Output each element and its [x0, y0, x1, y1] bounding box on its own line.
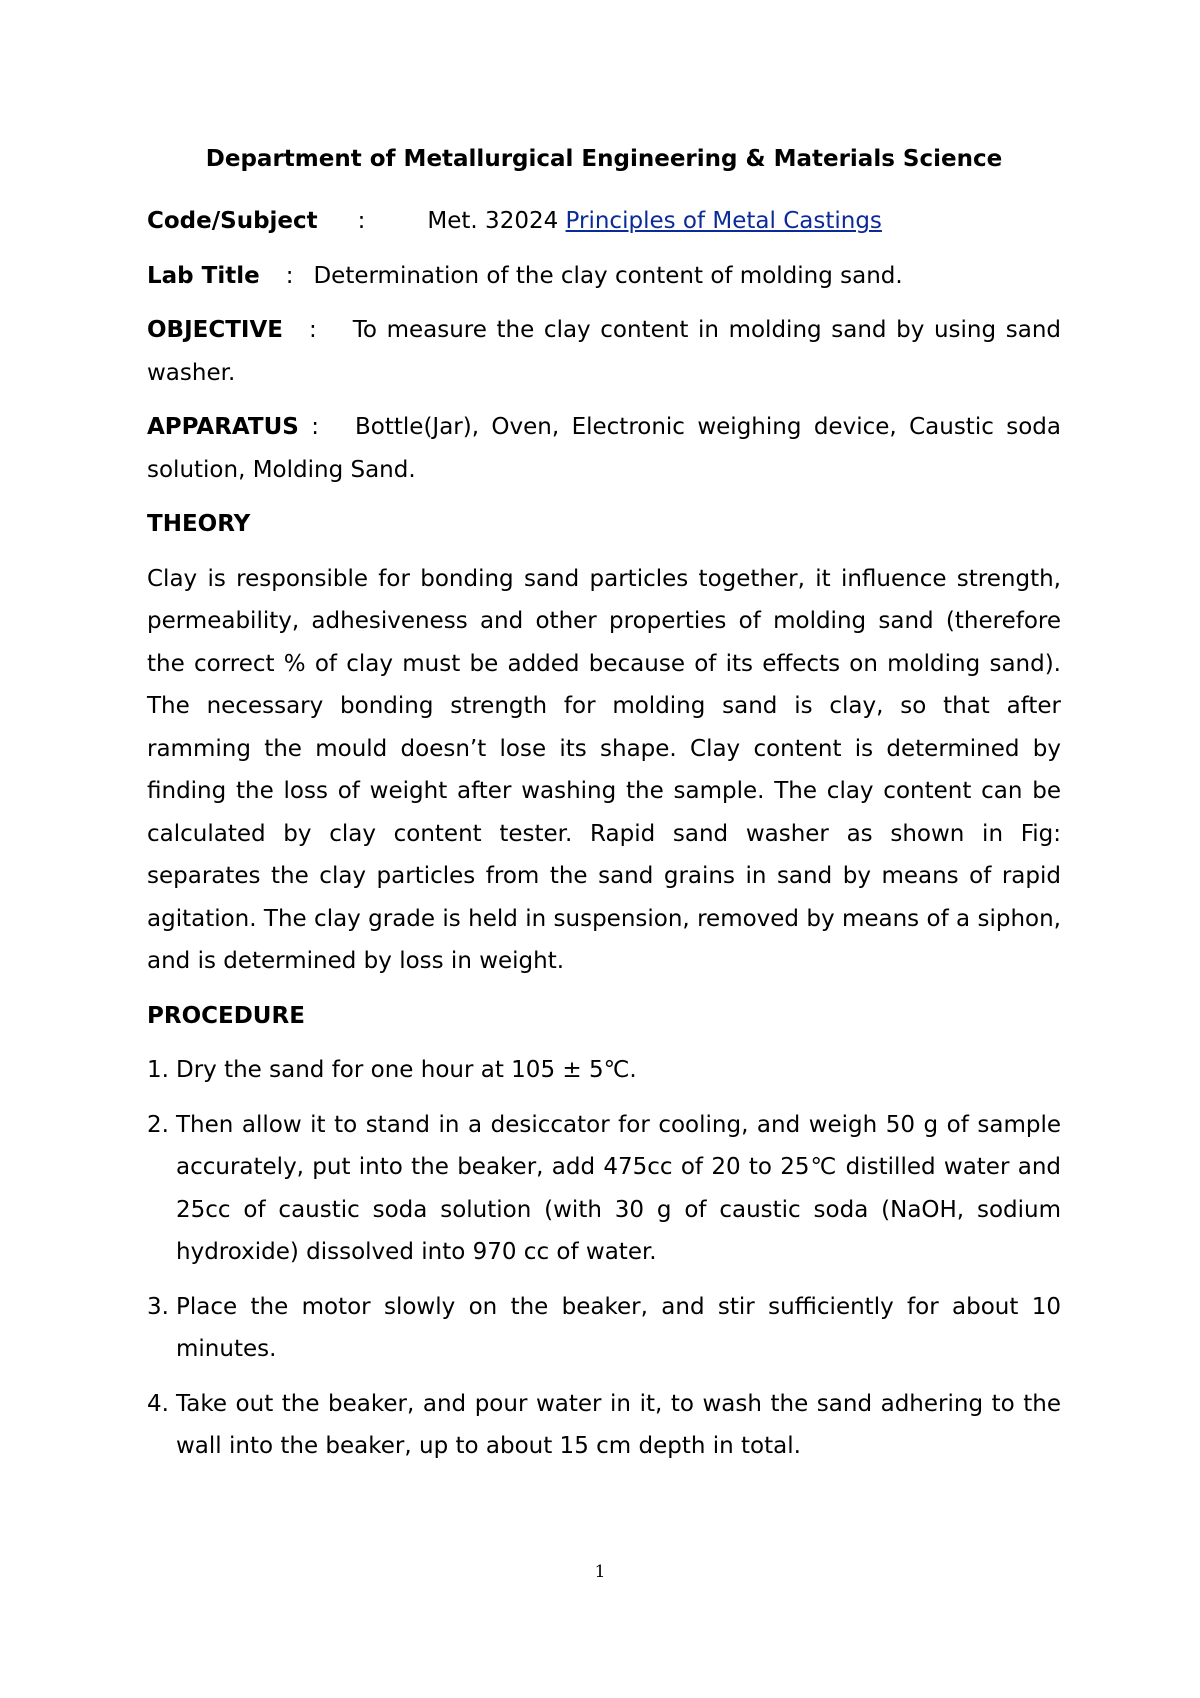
lab-title-label: Lab Title — [147, 262, 260, 289]
procedure-step — [147, 1104, 1061, 1274]
procedure-step — [147, 1286, 1061, 1371]
procedure-step — [147, 1383, 1061, 1468]
code-subject-line — [147, 200, 1061, 243]
apparatus-paragraph — [147, 406, 1061, 491]
code-subject-separator: : — [357, 208, 366, 234]
procedure-list — [147, 1049, 1061, 1468]
theory-title: THEORY — [147, 511, 251, 537]
step-number: 4. — [147, 1390, 169, 1417]
apparatus-separator: : — [311, 414, 320, 440]
procedure-step — [147, 1049, 1061, 1092]
step-number: 2. — [147, 1111, 169, 1138]
code-subject-label: Code/Subject — [147, 208, 318, 234]
step-number: 1. — [147, 1057, 169, 1083]
lab-title-value: Determination of the clay content of molding sand. — [313, 262, 903, 289]
lab-title-separator: : — [285, 262, 294, 289]
step-text: Place the motor slowly on the beaker, and stir sufficiently for about 10 minutes. — [176, 1293, 1061, 1362]
objective-paragraph — [147, 309, 1061, 394]
step-text: Dry the sand for one hour at 105 ± 5℃. — [176, 1057, 637, 1083]
theory-body: Clay is responsible for bonding sand particles together, it influence strength, permeability, adhesiveness and other properties of molding sand (therefore the correct % of clay must be added because of its effects on molding sand). The necessary bonding strength for molding sand is clay, so that after ramming the mould doesn’t lose its shape. Clay content is determined by finding the loss of weight after washing the sample. The clay content can be calculated by clay content tester. Rapid sand washer as shown in Fig: separates the clay particles from the sand grains in sand by means of rapid agitation. The clay grade is held in suspension, removed by means of a siphon, and is determined by loss in weight. — [147, 565, 1061, 974]
procedure-title: PROCEDURE — [147, 1002, 305, 1029]
step-number: 3. — [147, 1293, 169, 1320]
objective-separator: : — [309, 317, 317, 343]
step-text: Then allow it to stand in a desiccator for cooling, and weigh 50 g of sample accurately, put into the beaker, add 475cc of 20 to 25℃ distilled water and 25cc of caustic soda solution (with 30 g of caustic soda (NaOH, sodium hydroxide) dissolved into 970 cc of water. — [176, 1111, 1061, 1265]
apparatus-value: Bottle(Jar), Oven, Electronic weighing device, Caustic soda solution, Molding Sand. — [147, 414, 1062, 483]
subject-code: Met. 32024 — [427, 208, 559, 234]
lab-title-line — [147, 255, 1061, 298]
page-number: 1 — [594, 1562, 606, 1582]
apparatus-label: APPARATUS — [147, 414, 299, 440]
subject-link[interactable]: Principles of Metal Castings — [565, 208, 882, 234]
step-text: Take out the beaker, and pour water in it, to wash the sand adhering to the wall into the beaker, up to about 15 cm depth in total. — [176, 1390, 1061, 1459]
department-heading: Department of Metallurgical Engineering & Materials Science — [205, 146, 1003, 172]
objective-label: OBJECTIVE — [147, 317, 283, 343]
document-page — [147, 140, 1061, 1480]
objective-value: To measure the clay content in molding sand by using sand washer. — [147, 317, 1061, 386]
